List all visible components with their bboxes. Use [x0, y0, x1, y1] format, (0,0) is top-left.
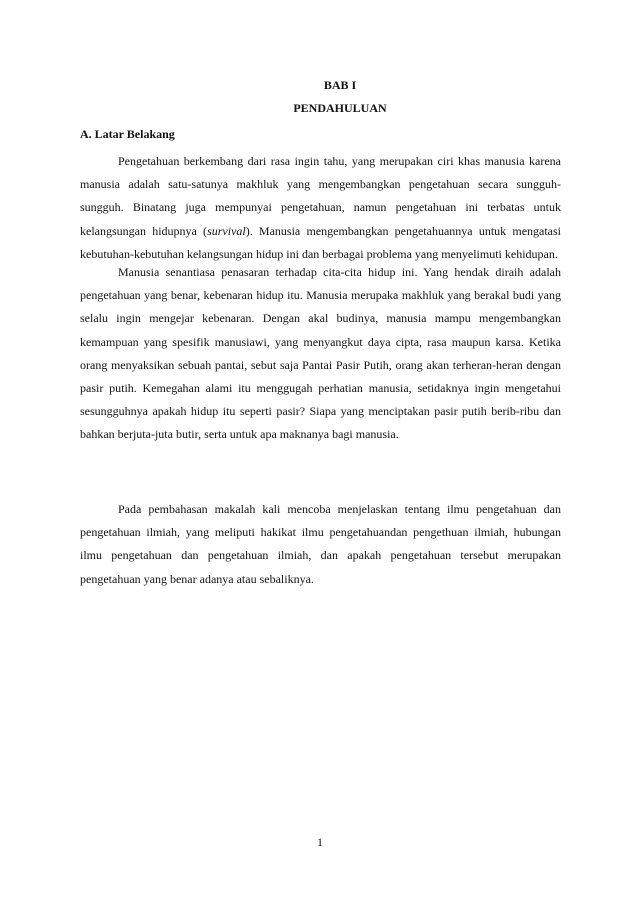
chapter-title: PENDAHULUAN: [293, 101, 387, 115]
page-number: 1: [317, 835, 323, 849]
paragraph-1-text-after: ). Manusia mengembangkan pengetahuannya untuk mengatasi kebutuhan-kebutuhan kelangsungan hidup ini dan berbagai problema yang menyelimuti kehidupan.: [80, 223, 562, 261]
paragraph-2: Manusia senantiasa penasaran terhadap cita-cita hidup ini. Yang hendak diraih adalah pengetahuan yang benar, kebenaran hidup itu. Manusia merupaka makhluk yang berakal budi yang selalu ingin mengejar kebenaran. Dengan akal budinya, manusia mampu mengembangkan kemampuan yang spesifik manusiawi, yang menyangkut daya cipta, rasa maupun karsa. Ketika orang menyaksikan sebuah pantai, sebut saja Pantai Pasir Putih, orang akan terheran-heran dengan pasir putih. Kemegahan alami itu menggugah perhatian manusia, setidaknya ingin mengetahui sesungguhnya apakah hidup itu seperti pasir? Siapa yang menciptakan pasir putih berib-ribu dan bahkan berjuta-juta butir, serta untuk apa maknanya bagi manusia.: [80, 265, 561, 442]
chapter-label: BAB I: [323, 78, 357, 92]
paragraph-1-text-before: Pengetahuan berkembang dari rasa ingin tahu, yang merupakan ciri khas manusia karena manusia adalah satu-satunya makhluk yang mengembangkan pengetahuan secara sungguh-sungguh. Binatang juga mempunyai pengetahuan, namun pengetahuan ini terbatas untuk kelangsungan hidupnya (: [80, 154, 561, 238]
paragraph-1: [80, 150, 561, 266]
section-heading: A. Latar Belakang: [80, 127, 175, 141]
paragraph-3: Pada pembahasan makalah kali mencoba menjelaskan tentang ilmu pengetahuan dan pengetahuan ilmiah, yang meliputi hakikat ilmu pengetahuandan pengethuan ilmiah, hubungan ilmu pengetahuan dan pengetahuan ilmiah, dan apakah pengetahuan tersebut merupakan pengetahuan yang benar adanya atau sebaliknya.: [80, 502, 561, 586]
paragraph-1-emphasis: survival: [207, 223, 246, 238]
